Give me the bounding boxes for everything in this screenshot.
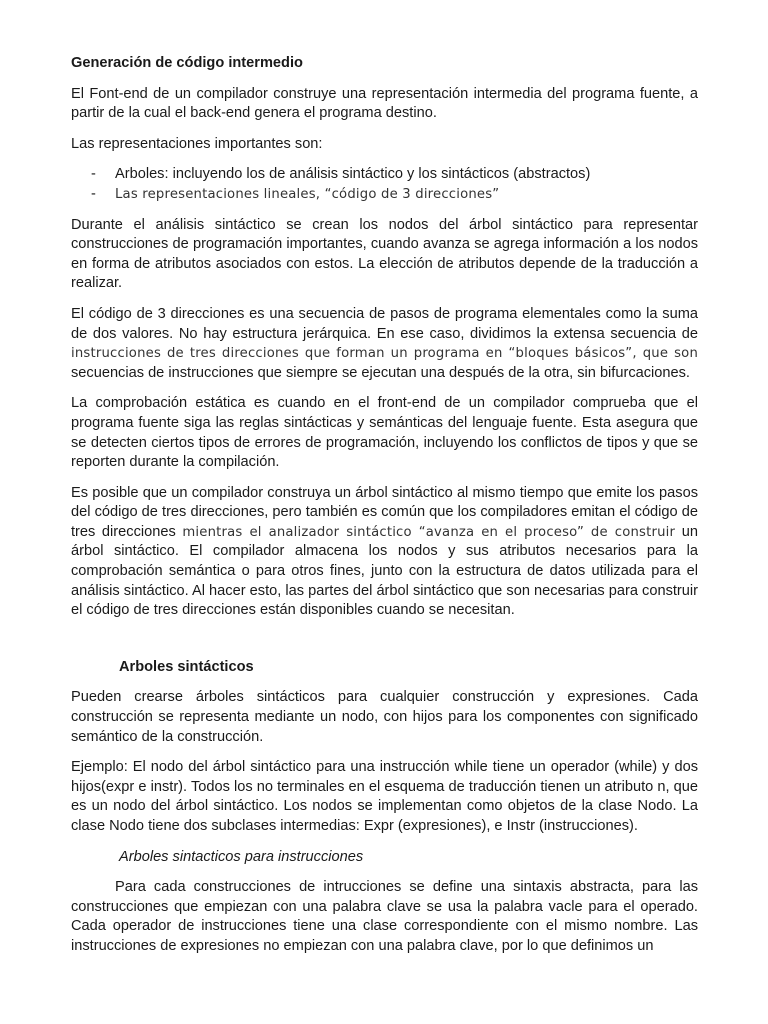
paragraph-static-check: La comprobación estática es cuando en el front-end de un compilador comprueba que el programa fuente siga las reglas sintácticas y semánticas del lenguaje fuente. Esta asegura que se detecten ciertos tipos de errores de programación, incluyendo los conflictos de tipos y que se reporten durante la compilación. — [71, 395, 698, 471]
section-heading: Generación de código intermedio — [71, 55, 303, 71]
spacer — [71, 632, 698, 658]
list-dash: - — [91, 166, 96, 183]
paragraph-syntax-analysis: Durante el análisis sintáctico se crean los nodos del árbol sintáctico para representar construcciones de programación importantes, cuando avanza se agrega información a los nodos en forma de atributos asociados con estos. La elección de atributos depende de la traducción a realizar. — [71, 216, 698, 292]
paragraph-compiler-tree — [71, 484, 698, 621]
list-item — [71, 185, 698, 205]
paragraph-intro: El Font-end de un compilador construye una representación intermedia del programa fuente, a partir de la cual el back-end genera el programa destino. — [71, 85, 698, 122]
text-segment: un árbol sintáctico. El compilador almacena los nodos y sus atributos necesarios para la comprobación semántica o para otros fines, junto con la estructura de datos utilizada para el análisis sintáctico. Al hacer esto, las partes del árbol sintáctico que son necesarias para construir el código de tres direcciones están disponibles cuando se necesitan. — [71, 523, 698, 619]
document-page — [71, 48, 698, 968]
text-segment: mientras el analizador sintáctico “avanza en el proceso” de construir — [182, 524, 676, 540]
text-segment: El código de 3 direcciones es una secuencia de pasos de programa elementales como la suma de dos valores. No hay estructura jerárquica. En ese caso, dividimos la extensa secuencia de — [71, 305, 698, 342]
list-item — [71, 165, 698, 185]
paragraph-example: Ejemplo: El nodo del árbol sintáctico para una instrucción while tiene un operador (while) y dos hijos(expr e instr). Todos los no terminales en el esquema de traducción tienen un atributo n, que es un nodo del árbol sintáctico. Los nodos se implementan como objetos de la clase Nodo. La clase Nodo tiene dos subclases intermedias: Expr (expresiones), e Instr (instrucciones). — [71, 759, 698, 834]
paragraph-tree-construction: Pueden crearse árboles sintácticos para cualquier construcción y expresiones. Cada construcción se representa mediante un nodo, con hijos para los componentes con significado semántico de la construcción. — [71, 689, 698, 745]
subsubsection-heading: Arboles sintacticos para instrucciones — [119, 848, 364, 865]
paragraph-representations: Las representaciones importantes son: — [71, 135, 323, 152]
subsection-heading: Arboles sintácticos — [119, 658, 254, 675]
text-segment: secuencias de instrucciones que siempre se ejecutan una después de la otra, sin bifurcaciones. — [71, 364, 690, 381]
text-segment: Es posible que un compilador construya un árbol sintáctico al mismo tiempo que emite los pasos del código de tres direcciones, pero también es común que los compiladores emitan el código de tres direcciones — [71, 484, 698, 540]
list-item-text: Arboles: incluyendo los de análisis sintáctico y los sintácticos (abstractos) — [115, 166, 591, 183]
list-dash: - — [91, 185, 96, 202]
list-item-text: Las representaciones lineales, “código de 3 direcciones” — [115, 186, 500, 202]
text-segment: instrucciones de tres direcciones que forman un programa en “bloques básicos”, que son — [71, 346, 698, 362]
paragraph-instructions: Para cada construcciones de intrucciones se define una sintaxis abstracta, para las construcciones que empiezan con una palabra clave se usa la palabra vacle para el operado. Cada operador de instrucciones tiene una clase correspondiente con el mismo nombre. Las instrucciones de expresiones no empiezan con una palabra clave, por lo que definimos un — [71, 879, 698, 954]
representations-list — [71, 165, 698, 204]
paragraph-three-address — [71, 305, 698, 383]
